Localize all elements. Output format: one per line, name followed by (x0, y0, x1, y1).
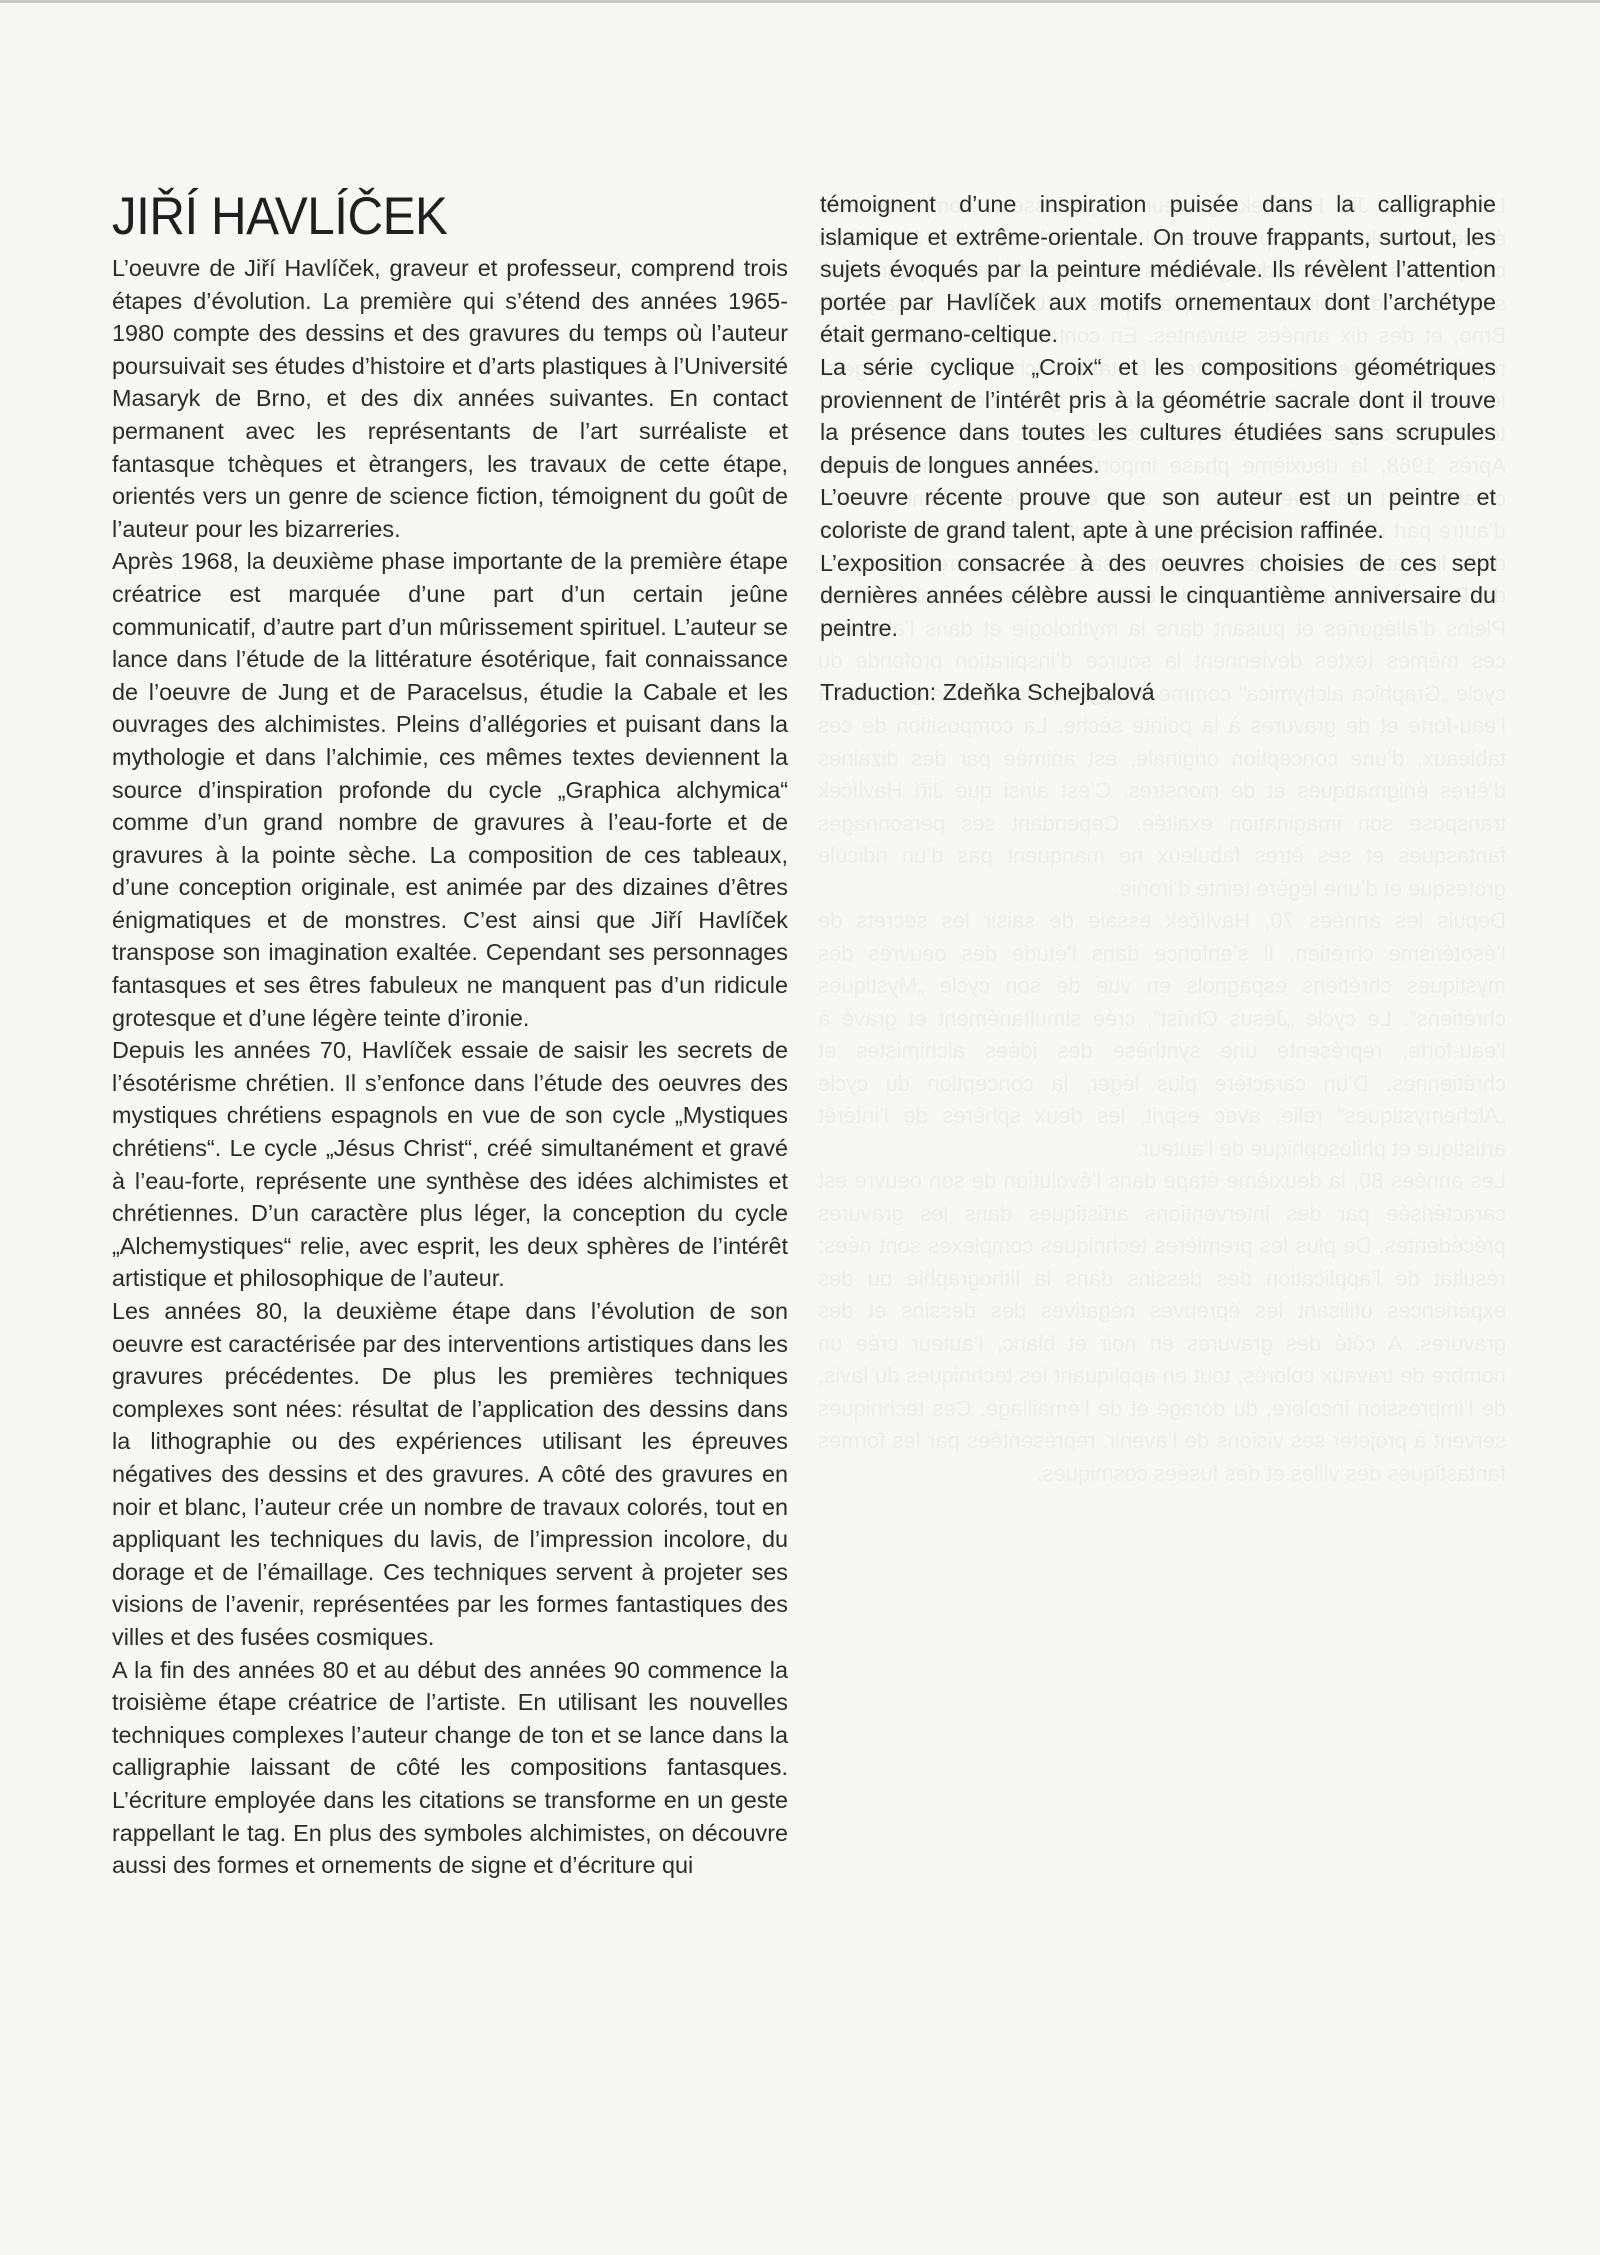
paragraph: La série cyclique „Croix“ et les compositions géométriques proviennent de l’intérêt pris à la géométrie sacrale dont il trouve la présence dans toutes les cultures étudiées sans scrupules depuis de longues années. (820, 353, 1496, 478)
paragraph: témoignent d’une inspiration puisée dans la calligraphie islamique et extrême-orientale. On trouve frappants, surtout, les sujets évoqués par la peinture médiévale. Ils révèlent l’attention portée par Havlíček aux motifs ornementaux dont l’archétype était germano-celtique. (820, 191, 1496, 348)
paragraph: L’oeuvre récente prouve que son auteur est un peintre et coloriste de grand talent, apte à une précision raffinée. (820, 484, 1496, 543)
paragraph: Les années 80, la deuxième étape dans l’évolution de son oeuvre est caractérisée par des interventions artistiques dans les gravures précédentes. De plus les premières techniques complexes sont nées: résultat de l’application des dessins dans la lithographie ou des expériences utilisant les épreuves négatives des dessins et des gravures. A côté des gravures en noir et blanc, l’auteur crée un nombre de travaux colorés, tout en appliquant les techniques du lavis, de l’impression incolore, du dorage et de l’émaillage. Ces techniques servent à projeter ses visions de l’avenir, représentées par les formes fantastiques des villes et des fusées cosmiques. (112, 1298, 788, 1650)
translation-credit: Traduction: Zdeňka Schejbalová (820, 679, 1155, 706)
paragraph: Depuis les années 70, Havlíček essaie de saisir les secrets de l’ésotérisme chrétien. Il s’enfonce dans l’étude des oeuvres des mystiques chrétiens espagnols en vue de son cycle „Mystiques chrétiens“. Le cycle „Jésus Christ“, créé simultanément et gravé à l’eau-forte, représente une synthèse des idées alchimistes et chrétiennes. D’un caractère plus léger, la conception du cycle „Alchemystiques“ relie, avec esprit, les deux sphères de l’intérêt artistique et philosophique de l’auteur. (112, 1037, 788, 1292)
paragraph: L’exposition consacrée à des oeuvres choisies de ces sept dernières années célèbre aussi le cinquantième anniversaire du peintre. (820, 549, 1496, 641)
paragraph: Après 1968, la deuxième phase importante de la première étape créatrice est marquée d’une part d’un certain jeûne communicatif, d’autre part d’un mûrissement spirituel. L’auteur se lance dans l’étude de la littérature ésotérique, fait connaissance de l’oeuvre de Jung et de Paracelsus, étudie la Cabale et les ouvrages des alchimistes. Pleins d’allégories et puisant dans la mythologie et dans l’alchimie, ces mêmes textes deviennent la source d’inspiration profonde du cycle „Graphica alchymica“ comme d’un grand nombre de gravures à l’eau-forte et de gravures à la pointe sèche. La composition de ces tableaux, d’une conception originale, est animée par des dizaines d’êtres énigmatiques et de monstres. C’est ainsi que Jiří Havlíček transpose son imagination exaltée. Cependant ses personnages fantasques et ses êtres fabuleux ne manquent pas d’un ridicule grotesque et d’une légère teinte d’ironie. (112, 548, 788, 1031)
show-through-text (818, 1165, 1506, 1490)
show-through-text (818, 905, 1506, 1165)
right-text-column (820, 188, 1496, 709)
page-top-edge (0, 0, 1600, 3)
paragraph: L’oeuvre de Jiří Havlíček, graveur et professeur, comprend trois étapes d’évolution. La première qui s’étend des années 1965-1980 compte des dessins et des gravures du temps où l’auteur poursuivait ses études d’histoire et d’arts plastiques à l’Université Masaryk de Brno, et des dix années suivantes. En contact permanent avec les représentants de l’art surréaliste et fantasque tchèques et ètrangers, les travaux de cette étape, orientés vers un genre de science fiction, témoignent du goût de l’auteur pour les bizarreries. (112, 255, 788, 542)
left-text-column (112, 252, 788, 1882)
page-title: JIŘÍ HAVLÍČEK (112, 187, 448, 246)
paragraph: A la fin des années 80 et au début des années 90 commence la troisième étape créatrice de l’artiste. En utilisant les nouvelles techniques complexes l’auteur change de ton et se lance dans la calligraphie laissant de côté les compositions fantasques. L’écriture employée dans les citations se transforme en un geste rappellant le tag. En plus des symboles alchimistes, on découvre aussi des formes et ornements de signe et d’écriture qui (112, 1656, 788, 1879)
